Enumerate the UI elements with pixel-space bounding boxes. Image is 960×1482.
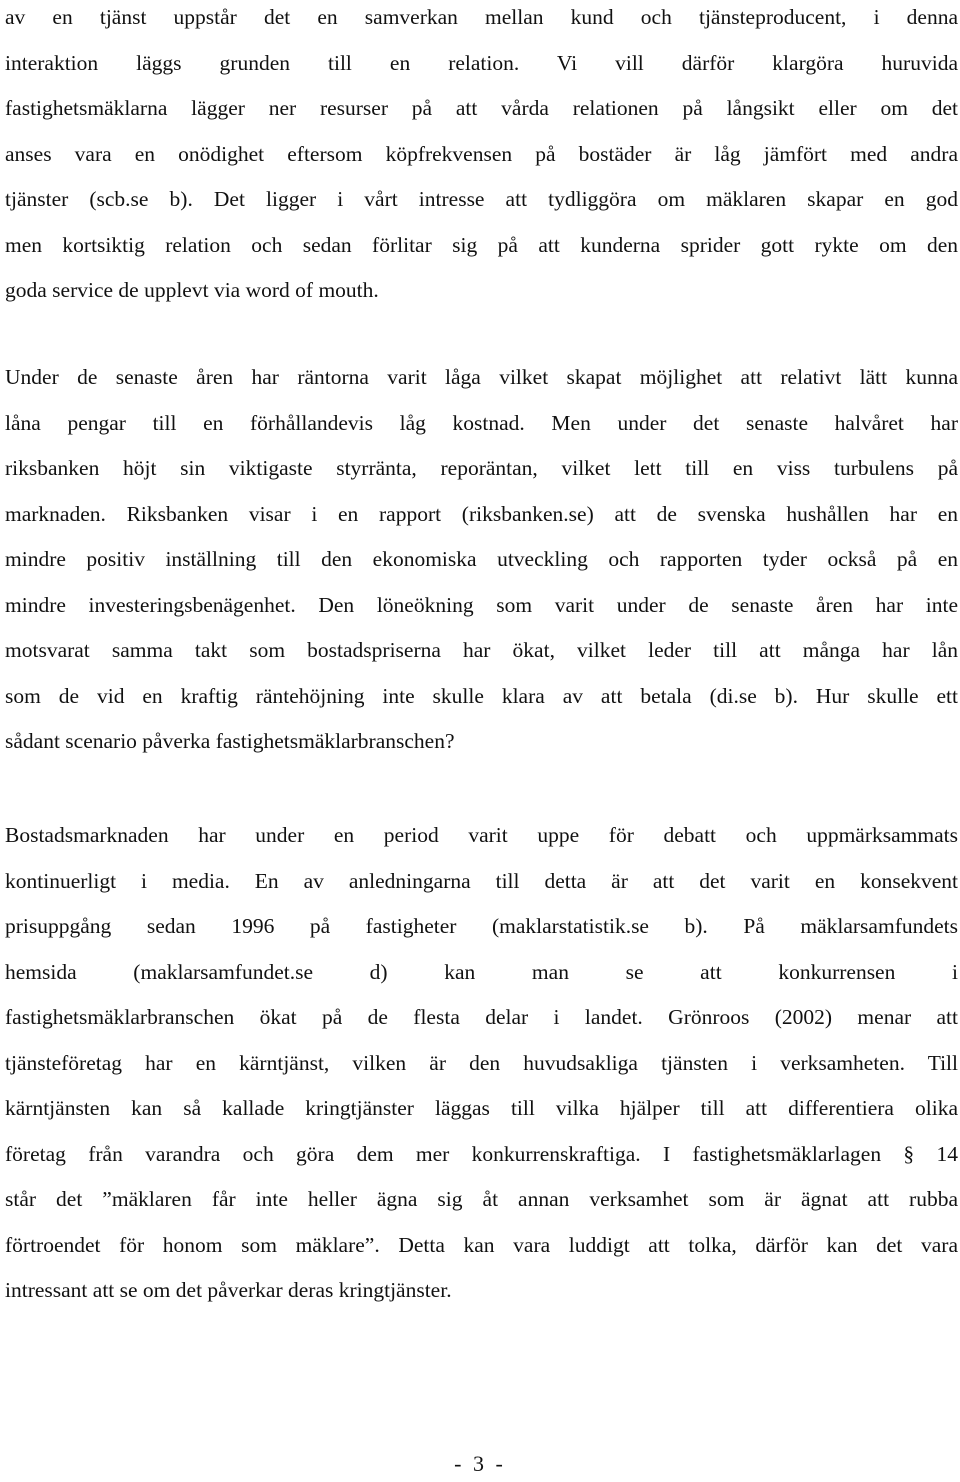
paragraph-interest-rates xyxy=(5,355,958,765)
text-line: men kortsiktig relation och sedan förlitar sig på att kunderna sprider gott rykte om den xyxy=(5,232,958,257)
text-line: prisuppgång sedan 1996 på fastigheter (maklarstatistik.se b). På mäklarsamfundets xyxy=(5,914,958,938)
text-line: fastighetsmäklarna lägger ner resurser på att vårda relationen på långsikt eller om det xyxy=(5,96,958,120)
text-line: anses vara en onödighet eftersom köpfrekvensen på bostäder är låg jämfört med andra xyxy=(5,141,958,166)
paragraph-relation xyxy=(5,0,958,314)
text-line: står det ”mäklaren får inte heller ägna sig åt annan verksamhet som är ägnat att rubba xyxy=(5,1187,958,1211)
text-line: Under de senaste åren har räntorna varit låga vilket skapat möjlighet att relativt lätt kunna xyxy=(5,365,958,389)
text-line: Bostadsmarknaden har under en period varit uppe för debatt och uppmärksammats xyxy=(5,823,958,847)
page-number: - 3 - xyxy=(454,1451,506,1476)
text-line: av en tjänst uppstår det en samverkan mellan kund och tjänsteproducent, i denna xyxy=(5,5,958,29)
text-line: som de vid en kraftig räntehöjning inte skulle klara av att betala (di.se b). Hur skulle ett xyxy=(5,683,958,708)
text-line: hemsida (maklarsamfundet.se d) kan man se att konkurrensen i xyxy=(5,959,958,984)
text-line: tjänster (scb.se b). Det ligger i vårt intresse att tydliggöra om mäklaren skapar en god xyxy=(5,187,958,211)
text-line: riksbanken höjt sin viktigaste styrränta, reporäntan, vilket lett till en viss turbulens på xyxy=(5,456,958,480)
text-line: förtroendet för honom som mäklare”. Detta kan vara luddigt att tolka, därför kan det vara xyxy=(5,1232,958,1257)
text-line: sådant scenario påverka fastighetsmäklarbranschen? xyxy=(5,729,455,753)
text-line: låna pengar till en förhållandevis låg kostnad. Men under det senaste halvåret har xyxy=(5,410,958,435)
text-line: fastighetsmäklarbranschen ökat på de flesta delar i landet. Grönroos (2002) menar att xyxy=(5,1005,958,1029)
text-line: mindre positiv inställning till den ekonomiska utveckling och rapporten tyder också på en xyxy=(5,547,958,571)
paragraph-housing-market xyxy=(5,813,958,1314)
text-line: intressant att se om det påverkar deras kringtjänster. xyxy=(5,1278,452,1302)
text-line: mindre investeringsbenägenhet. Den löneökning som varit under de senaste åren har inte xyxy=(5,592,958,617)
text-line: marknaden. Riksbanken visar i en rapport (riksbanken.se) att de svenska hushållen har en xyxy=(5,501,958,526)
text-line: goda service de upplevt via word of mouth. xyxy=(5,278,379,302)
text-line: kärntjänsten kan så kallade kringtjänster läggas till vilka hjälper till att differentiera olika xyxy=(5,1096,958,1120)
text-line: kontinuerligt i media. En av anledningarna till detta är att det varit en konsekvent xyxy=(5,868,958,893)
text-line: interaktion läggs grunden till en relation. Vi vill därför klargöra huruvida xyxy=(5,50,958,75)
text-line: tjänsteföretag har en kärntjänst, vilken är den huvudsakliga tjänsten i verksamheten. Till xyxy=(5,1050,958,1075)
text-line: företag från varandra och göra dem mer konkurrenskraftiga. I fastighetsmäklarlagen § 14 xyxy=(5,1141,958,1166)
text-line: motsvarat samma takt som bostadspriserna har ökat, vilket leder till att många har lån xyxy=(5,638,958,662)
